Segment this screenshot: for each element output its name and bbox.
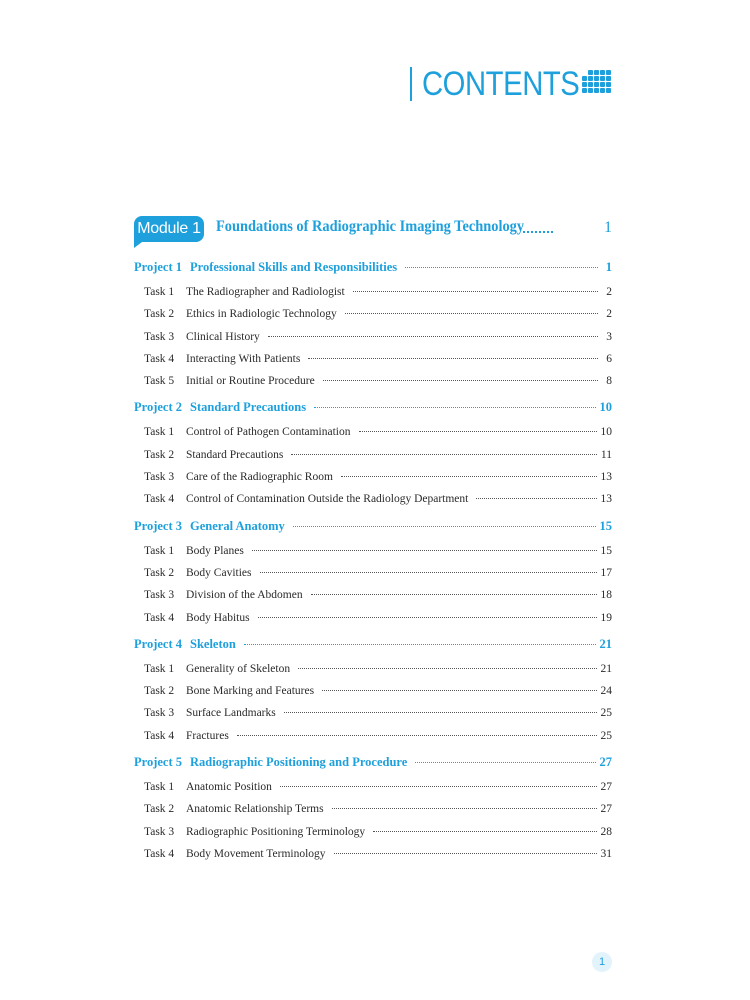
toc-project-entry[interactable] [134,519,612,545]
task-number: Task 3 [144,707,175,720]
project-number: Project 2 [134,400,183,415]
toc-task-entry[interactable] [134,308,612,330]
module-heading[interactable] [134,216,612,246]
dot-leader [308,358,598,359]
page-number: 27 [600,781,612,794]
task-title: Control of Pathogen Contamination [186,426,351,439]
page-number: 27 [599,755,612,770]
page-number: 2 [606,308,612,321]
dot-leader [373,831,596,832]
dot-leader [332,808,597,809]
task-title: Body Habitus [186,611,250,624]
task-title: Body Planes [186,544,244,557]
toc-task-entry[interactable] [134,471,612,493]
dot-leader [359,431,597,432]
toc-project-entry[interactable] [134,260,612,286]
page-number: 1 [605,260,612,274]
project-title: Professional Skills and Responsibilities [190,260,398,274]
task-title: Anatomic Relationship Terms [186,803,324,816]
task-title: Fractures [186,729,229,742]
toc-task-entry[interactable] [134,826,612,848]
toc-task-entry[interactable] [134,567,612,589]
page-number: 21 [599,636,612,651]
page-number: 24 [600,685,612,698]
dot-leader [298,668,596,669]
toc-project-entry[interactable] [134,400,612,426]
task-title: Interacting With Patients [186,352,301,365]
page-number: 15 [600,544,612,557]
task-title: Clinical History [186,330,260,343]
page-number: 11 [600,448,612,461]
task-title: Care of the Radiographic Room [186,471,333,484]
task-title: Radiographic Positioning Terminology [186,825,366,838]
task-number: Task 2 [144,448,175,461]
task-title: Body Movement Terminology [186,847,326,860]
page-number: 10 [600,426,612,439]
toc-task-entry[interactable] [134,286,612,308]
task-number: Task 1 [144,544,175,557]
dot-leader [260,572,597,573]
page-number: 8 [606,375,612,388]
dot-leader [284,712,597,713]
module-page-number: 1 [604,219,612,236]
header-divider [410,67,412,101]
module-badge: Module 1 [134,216,204,242]
page-number: 31 [600,847,612,860]
project-title: Radiographic Positioning and Procedure [190,755,408,770]
project-title: Skeleton [190,636,236,651]
dot-leader [252,550,597,551]
task-number: Task 3 [144,825,175,838]
task-number: Task 4 [144,352,175,365]
project-number: Project 3 [134,518,183,533]
task-number: Task 3 [144,330,175,343]
task-title: Control of Contamination Outside the Radiology Department [186,493,469,506]
page-number: 13 [600,493,612,506]
task-number: Task 2 [144,685,175,698]
toc-project-entry[interactable] [134,755,612,781]
toc-task-entry[interactable] [134,353,612,375]
dot-leader [341,476,597,477]
page-number: 28 [600,825,612,838]
module-title: Foundations of Radiographic Imaging Technology [216,218,525,235]
task-number: Task 2 [144,566,175,579]
task-title: Anatomic Position [186,781,272,794]
toc-task-entry[interactable] [134,781,612,803]
page-number: 13 [600,471,612,484]
page-number: 25 [600,729,612,742]
page-number: 19 [600,611,612,624]
toc-task-entry[interactable] [134,707,612,729]
toc-task-entry[interactable] [134,663,612,685]
task-number: Task 3 [144,471,175,484]
task-title: Generality of Skeleton [186,662,291,675]
task-title: Division of the Abdomen [186,589,303,602]
task-title: Body Cavities [186,566,252,579]
dot-leader [345,313,598,314]
page-number: 3 [606,330,612,343]
task-number: Task 5 [144,375,175,388]
project-number: Project 1 [134,260,183,274]
task-number: Task 2 [144,308,175,321]
dot-leader [293,526,596,527]
page-number: 21 [600,662,612,675]
dot-leader [353,291,598,292]
dot-leader [322,690,596,691]
dot-leader [314,407,595,408]
dot-leader [280,786,597,787]
table-of-contents [134,260,612,870]
dot-leader [291,454,597,455]
toc-project-entry[interactable] [134,637,612,663]
task-title: Surface Landmarks [186,707,276,720]
page-number: 2 [606,286,612,298]
module-leader [523,231,553,233]
page-number: 25 [600,707,612,720]
page-number: 6 [606,352,612,365]
dot-leader [244,644,596,645]
toc-task-entry[interactable] [134,589,612,611]
task-number: Task 1 [144,426,175,439]
task-number: Task 4 [144,729,175,742]
page-number: 18 [600,589,612,602]
page-number: 17 [600,566,612,579]
task-number: Task 1 [144,662,175,675]
task-number: Task 3 [144,589,175,602]
task-title: Bone Marking and Features [186,685,315,698]
page-number-badge: 1 [592,952,612,972]
task-number: Task 2 [144,803,175,816]
task-title: The Radiographer and Radiologist [186,286,345,298]
toc-task-entry[interactable] [134,449,612,471]
page-title: CONTENTS [422,64,580,103]
page-number: 10 [599,400,612,415]
page-number: 15 [599,518,612,533]
task-number: Task 1 [144,286,175,298]
project-title: Standard Precautions [190,400,307,415]
project-title: General Anatomy [190,518,285,533]
toc-task-entry[interactable] [134,803,612,825]
toc-task-entry[interactable] [134,426,612,448]
dot-leader [268,336,598,337]
dot-leader [311,594,597,595]
dot-leader [405,267,598,268]
task-number: Task 4 [144,611,175,624]
dot-leader [334,853,597,854]
project-number: Project 4 [134,636,183,651]
dot-leader [323,380,598,381]
project-number: Project 5 [134,755,183,770]
dot-leader [258,617,597,618]
task-number: Task 4 [144,847,175,860]
toc-task-entry[interactable] [134,331,612,353]
toc-task-entry[interactable] [134,545,612,567]
toc-task-entry[interactable] [134,848,612,870]
dot-leader [237,735,597,736]
task-number: Task 4 [144,493,175,506]
grid-icon [582,70,614,98]
task-title: Standard Precautions [186,448,284,461]
task-title: Ethics in Radiologic Technology [186,308,337,321]
dot-leader [415,762,595,763]
toc-task-entry[interactable] [134,493,612,515]
toc-task-entry[interactable] [134,612,612,634]
toc-task-entry[interactable] [134,730,612,752]
toc-task-entry[interactable] [134,685,612,707]
dot-leader [476,498,596,499]
toc-task-entry[interactable] [134,375,612,397]
task-number: Task 1 [144,781,175,794]
task-title: Initial or Routine Procedure [186,375,315,388]
contents-header [410,64,592,104]
page-number: 27 [600,803,612,816]
